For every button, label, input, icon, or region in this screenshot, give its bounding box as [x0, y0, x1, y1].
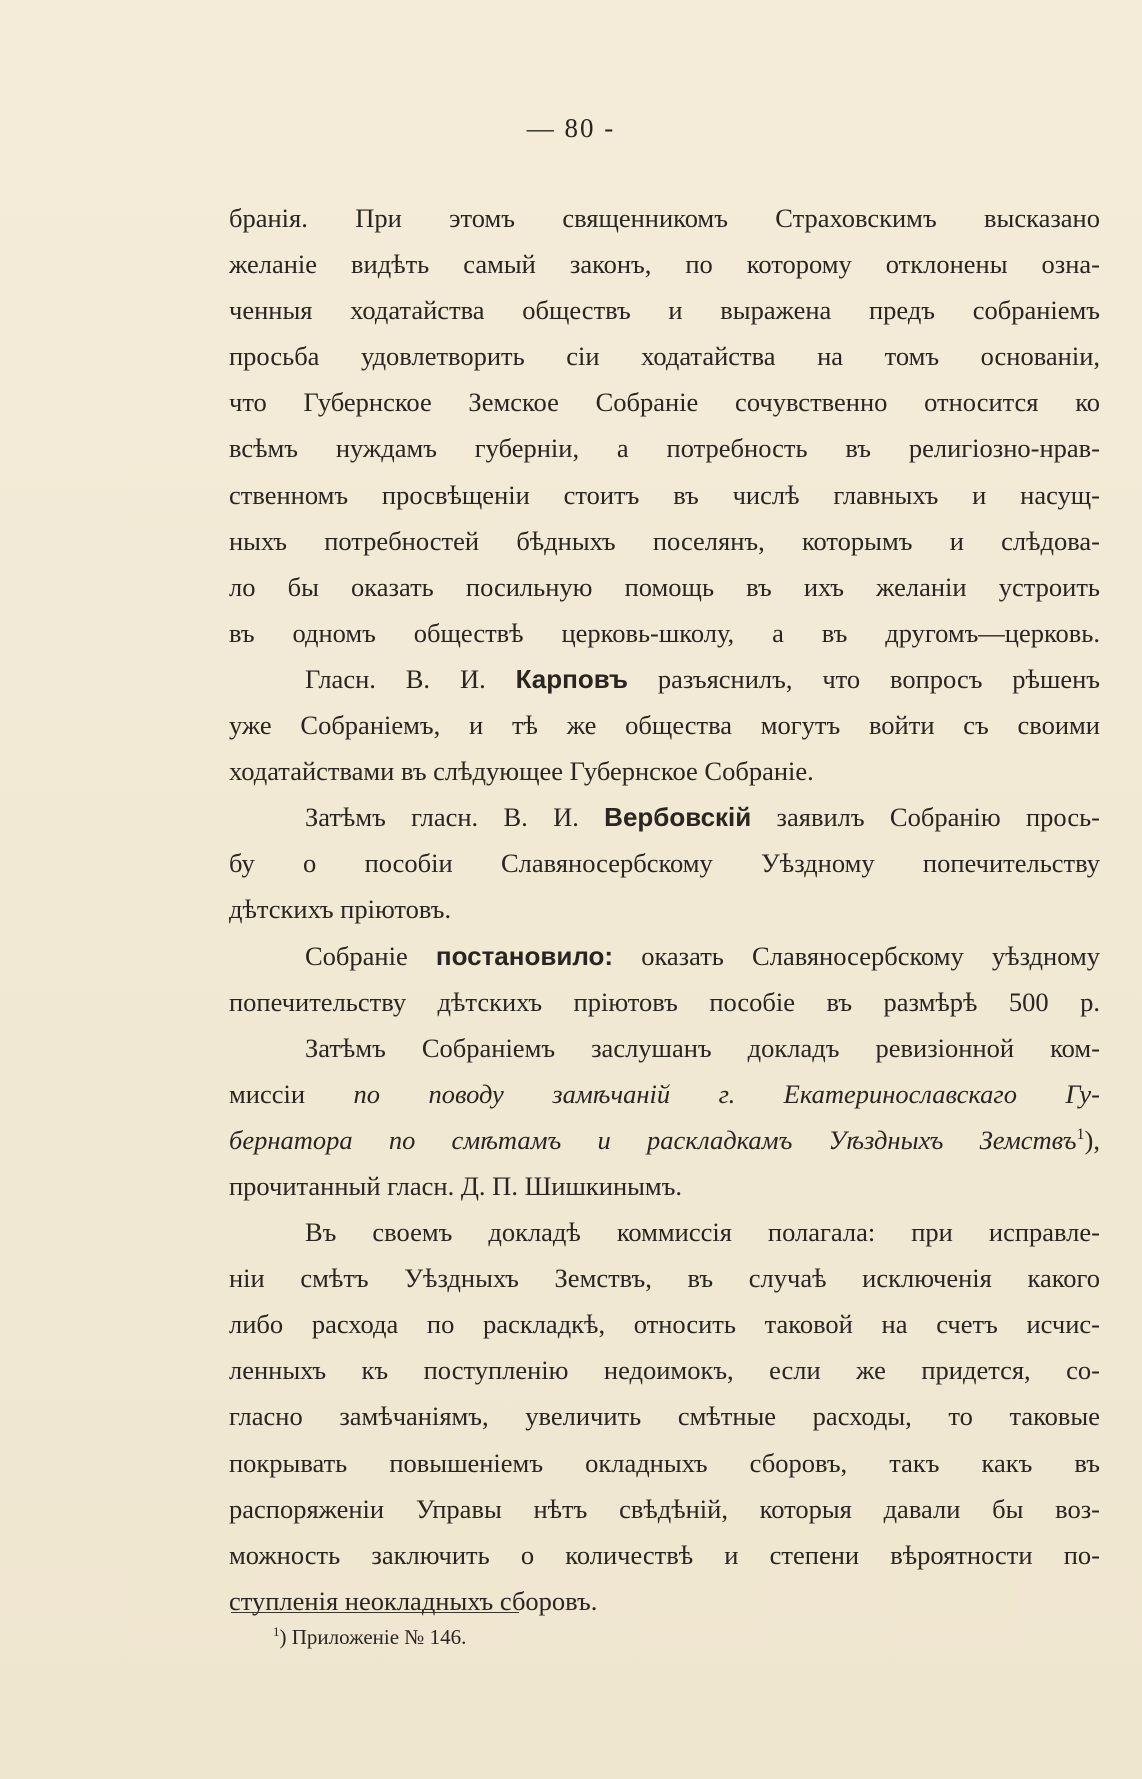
text-line: прочитанный гласн. Д. П. Шишкинымъ. — [229, 1170, 683, 1201]
footnote — [273, 1622, 466, 1652]
footnote-divider — [231, 1612, 519, 1613]
footnote-marker: 1 — [273, 1624, 280, 1639]
page-number: — 80 - — [526, 113, 616, 143]
text-line: распоряженіи Управы нѣтъ свѣдѣній, которыя давали бы воз- — [229, 1493, 1100, 1524]
text-line: ленныхъ къ поступленію недоимокъ, если же придется, со- — [229, 1355, 1100, 1386]
text-line: можность заключить о количествѣ и степени вѣроятности по- — [229, 1539, 1100, 1570]
body-text — [229, 195, 1100, 1624]
footnote-text: ) Приложеніе № 146. — [279, 1625, 467, 1649]
italic-title: по поводу замѣчаній г. Екатеринославскаго Гу- — [353, 1078, 1100, 1109]
speaker-name: Вербовскій — [604, 802, 752, 833]
footnote-ref: 1 — [1076, 1126, 1085, 1144]
text-run: Собраніе — [305, 940, 436, 971]
text-line — [229, 1071, 1100, 1117]
text-line: ственномъ просвѣщеніи стоитъ въ числѣ главныхъ и насущ- — [229, 479, 1100, 510]
text-line: просьба удовлетворить сіи ходатайства на томъ основаніи, — [229, 341, 1100, 372]
text-run: миссіи — [229, 1078, 354, 1109]
speaker-name: Карповъ — [515, 663, 628, 694]
text-line: Затѣмъ Собраніемъ заслушанъ докладъ ревизіонной ком- — [305, 1032, 1100, 1063]
text-line — [229, 794, 1100, 840]
text-line — [229, 656, 1100, 702]
text-run: оказать Славяносербскому уѣздному — [613, 940, 1100, 971]
text-line: желаніе видѣть самый законъ, по которому отклонены озна- — [229, 249, 1100, 280]
text-line: что Губернское Земское Собраніе сочувственно относится ко — [229, 387, 1100, 418]
text-line: всѣмъ нуждамъ губерніи, а потребность въ религіозно-нрав- — [229, 433, 1100, 464]
text-line: гласно замѣчаніямъ, увеличить смѣтные расходы, то таковые — [229, 1401, 1100, 1432]
text-run: разъяснилъ, что вопросъ рѣшенъ — [628, 663, 1100, 694]
text-line: Въ своемъ докладѣ коммиссія полагала: при исправле- — [305, 1217, 1100, 1248]
italic-title: бернатора по смѣтамъ и раскладкамъ Уѣздныхъ Земствъ — [229, 1124, 1077, 1155]
text-line: ходатайствами въ слѣдующее Губернское Собраніе. — [229, 756, 814, 787]
text-line: бу о пособіи Славяносербскому Уѣздному попечительству — [229, 848, 1100, 879]
text-run: заявилъ Собранію прось- — [751, 802, 1100, 833]
text-line: либо расхода по раскладкѣ, относить таковой на счетъ исчис- — [229, 1309, 1100, 1340]
text-line — [229, 933, 1100, 979]
text-line: ступленія неокладныхъ сборовъ. — [229, 1585, 598, 1616]
text-line: уже Собраніемъ, и тѣ же общества могутъ войти съ своими — [229, 710, 1100, 741]
text-line: дѣтскихъ пріютовъ. — [229, 894, 452, 925]
resolution-keyword: постановило: — [435, 940, 614, 971]
text-line: ло бы оказать посильную помощь въ ихъ желаніи устроить — [229, 571, 1100, 602]
text-line: ченныя ходатайства обществъ и выражена предъ собраніемъ — [229, 295, 1100, 326]
text-run: Гласн. В. И. — [305, 663, 516, 694]
text-line: покрывать повышеніемъ окладныхъ сборовъ, такъ какъ въ — [229, 1447, 1100, 1478]
text-line: бранія. При этомъ священникомъ Страховскимъ высказано — [229, 203, 1100, 233]
text-line: ніи смѣтъ Уѣздныхъ Земствъ, въ случаѣ исключенія какого — [229, 1263, 1100, 1294]
text-line: ныхъ потребностей бѣдныхъ поселянъ, которымъ и слѣдова- — [229, 525, 1100, 556]
text-run: ), — [1084, 1124, 1100, 1155]
text-run: Затѣмъ гласн. В. И. — [305, 802, 605, 833]
text-line: въ одномъ обществѣ церковь-школу, а въ другомъ—церковь. — [229, 617, 1100, 648]
text-line — [229, 1117, 1100, 1163]
text-line: попечительству дѣтскихъ пріютовъ пособіе въ размѣрѣ 500 р. — [229, 986, 1100, 1017]
